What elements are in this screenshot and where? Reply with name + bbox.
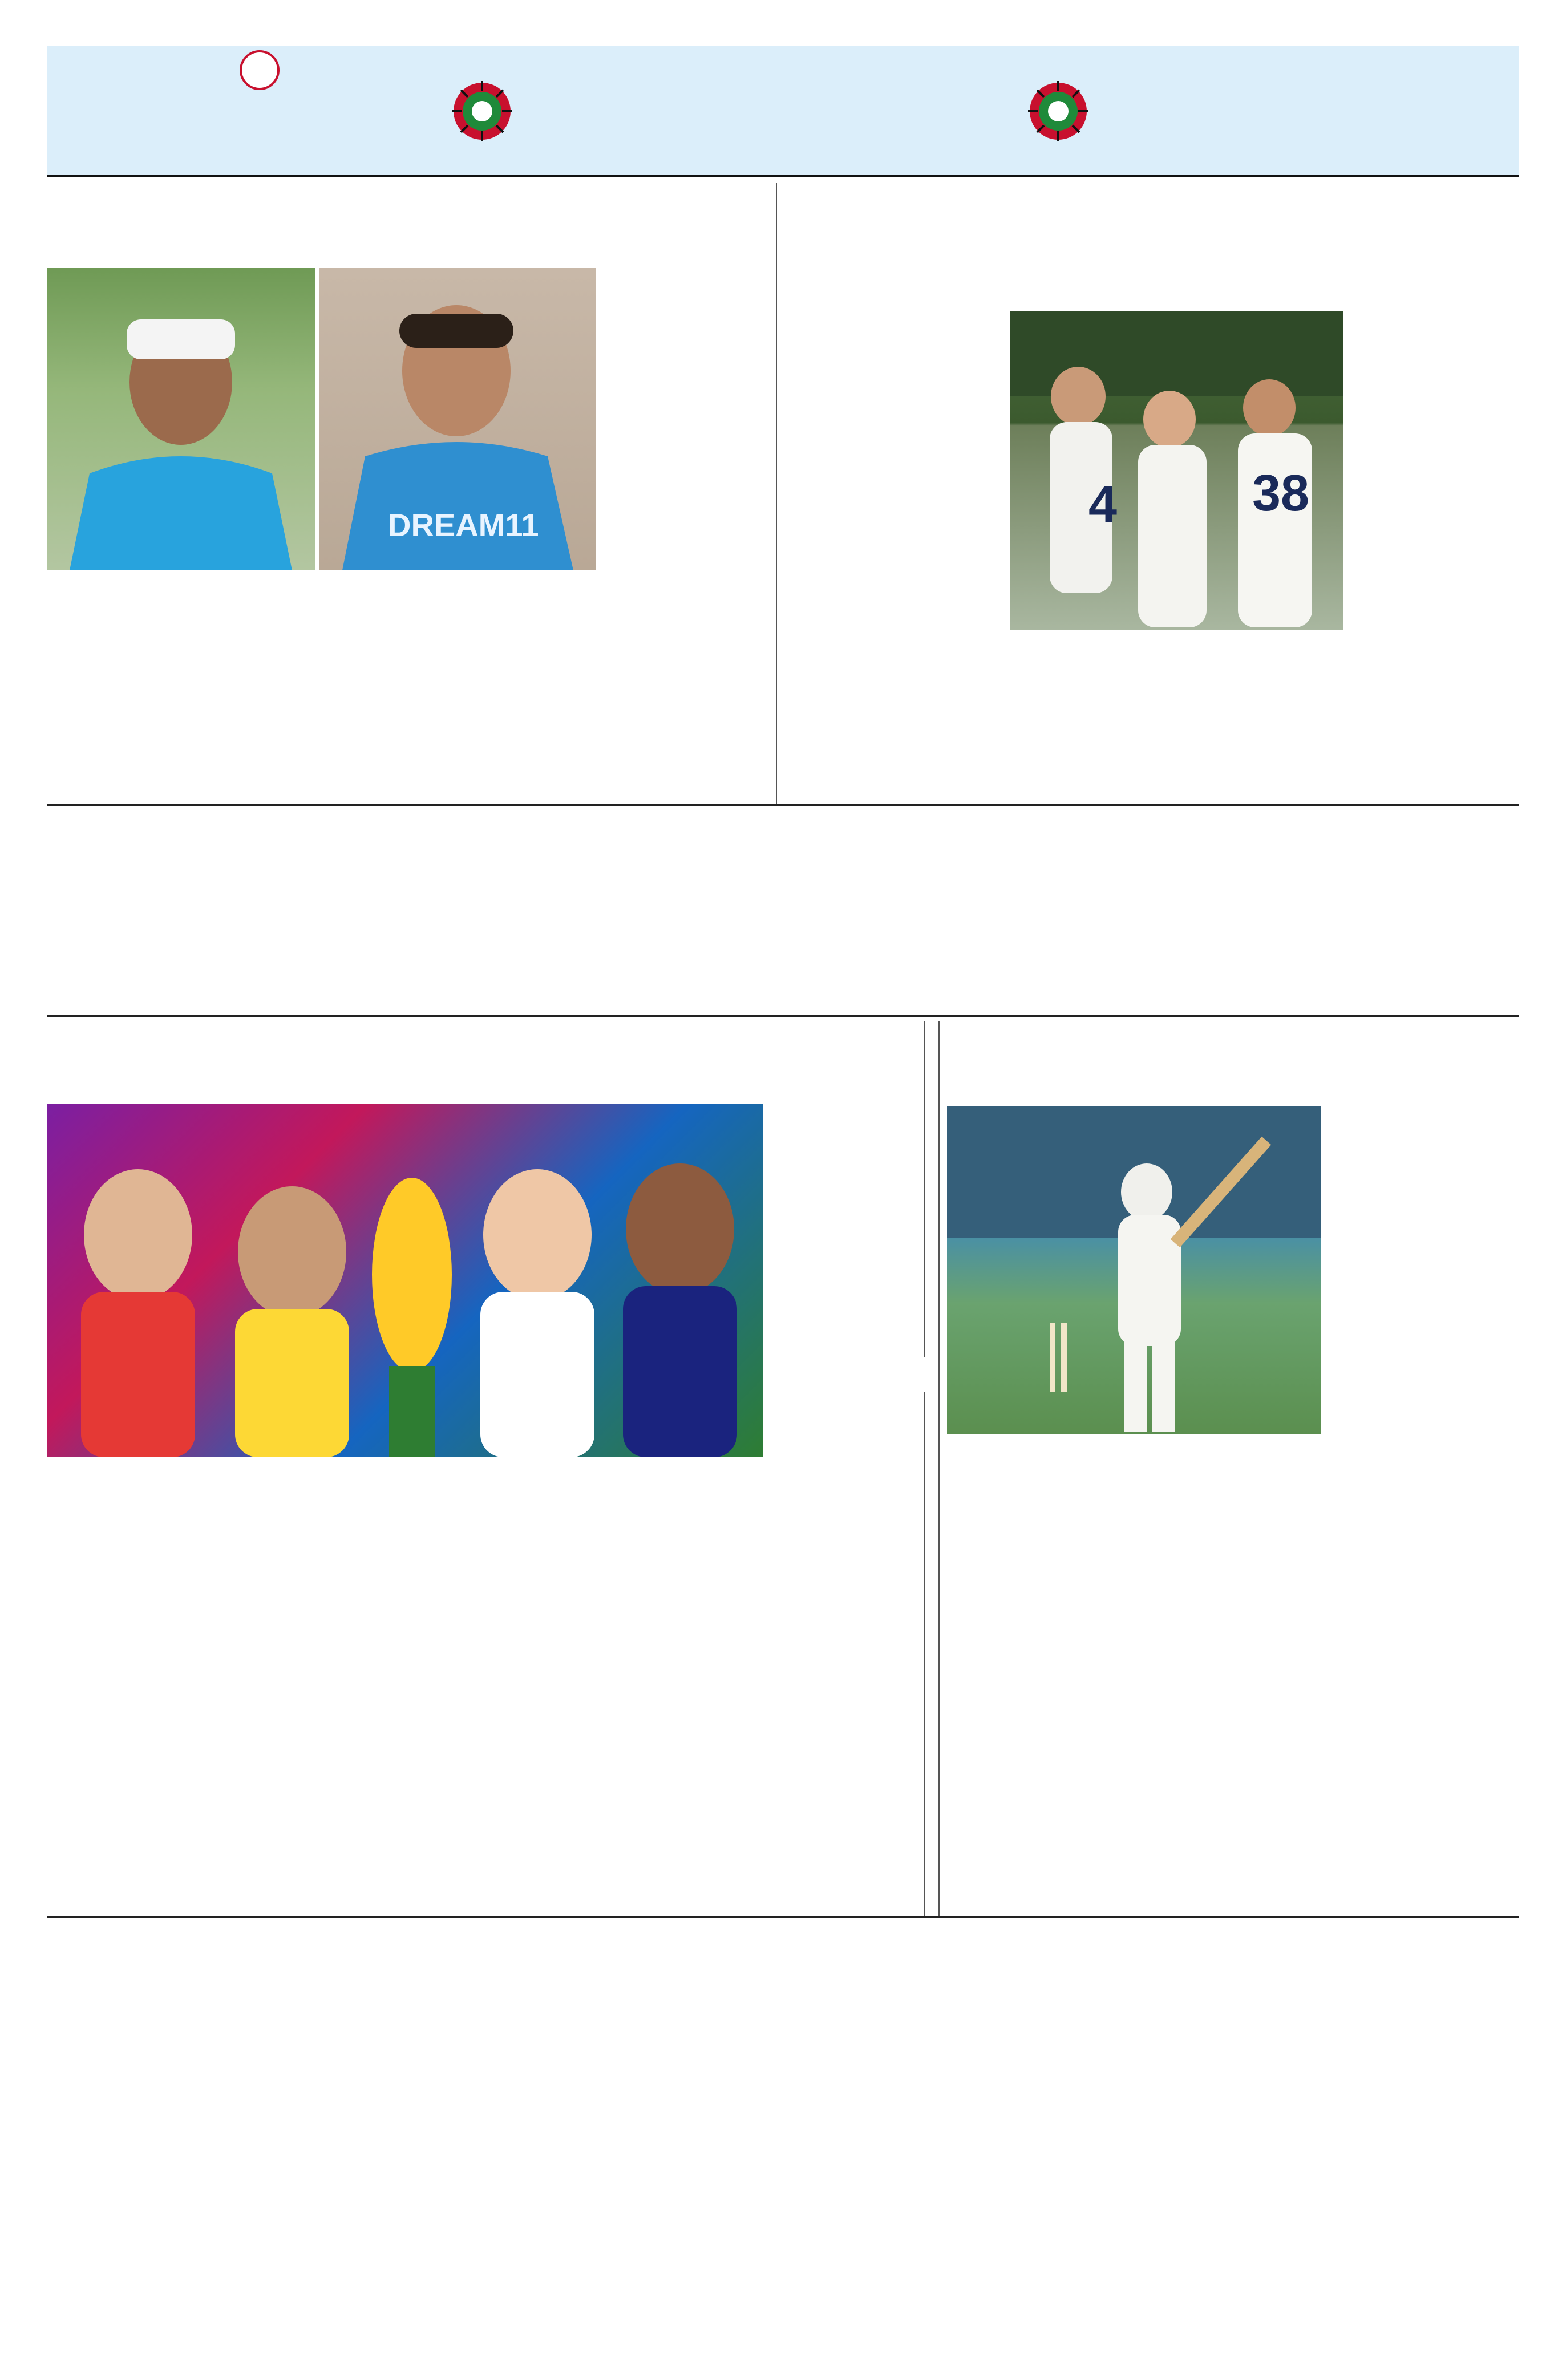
story1-headline <box>787 185 1517 265</box>
story2-photo-uthappa <box>47 268 315 570</box>
story4-col4 <box>47 1463 284 1911</box>
section-rule <box>47 1916 1519 1918</box>
story6-headline <box>947 1024 1517 1098</box>
section-rule <box>47 804 1519 806</box>
story3-col2 <box>787 875 1150 1009</box>
story1-byline <box>1352 308 1512 331</box>
story2-col4 <box>47 576 232 798</box>
story6-col1 <box>1329 1132 1517 1911</box>
story3-col3 <box>416 816 779 1009</box>
sahara-emblem-left <box>451 80 513 143</box>
story3-headline <box>787 809 1517 871</box>
sahara-emblem-right <box>1027 80 1090 143</box>
story6-photo-smith-batting <box>947 1106 1321 1434</box>
story6-byline <box>1329 1106 1517 1129</box>
column-divider <box>776 183 777 804</box>
uthappa-illustration <box>47 268 315 570</box>
svg-text:38: 38 <box>1252 465 1310 522</box>
cricketers-illustration <box>1010 311 1343 630</box>
story1-subhead <box>787 265 1517 299</box>
website <box>576 97 976 129</box>
story3-byline <box>1312 875 1517 898</box>
section-label <box>576 57 976 97</box>
story1-col1 <box>787 311 998 798</box>
story1-photo-australia-celebration <box>1010 311 1343 630</box>
story4-col2 <box>548 1463 762 1911</box>
column-divider <box>938 1021 940 1916</box>
logo-badge <box>240 50 280 90</box>
club-wc-collage <box>47 1104 763 1457</box>
svg-text:4: 4 <box>1088 476 1118 533</box>
column-divider <box>924 1392 925 1916</box>
dateline <box>576 130 976 155</box>
story4-col1 <box>770 1129 918 1911</box>
story4-col3 <box>291 1463 539 1911</box>
page-number <box>57 63 126 131</box>
story4-byline <box>770 1104 918 1126</box>
story2-col3 <box>240 576 431 798</box>
story3-col4 <box>47 816 409 1009</box>
gambhir-illustration <box>319 268 596 570</box>
story4-headline <box>47 1024 920 1098</box>
story2-photo-gambhir <box>319 268 596 570</box>
masthead-date-urdu <box>148 154 388 175</box>
story6-col3 <box>947 1440 1127 1911</box>
story4-photo-club-wc-stars <box>47 1104 763 1457</box>
story1-col3 <box>1352 334 1512 798</box>
story2-col2 <box>439 576 596 798</box>
story3-col1 <box>1158 901 1517 1009</box>
smith-illustration <box>947 1106 1321 1434</box>
paper-name <box>160 107 377 159</box>
story2-byline <box>605 268 767 291</box>
page-title <box>1101 57 1512 165</box>
paper-logo <box>148 50 388 164</box>
story1-col2 <box>1010 636 1343 798</box>
story2-col1 <box>605 294 767 798</box>
column-divider <box>924 1021 925 1357</box>
story2-headline <box>47 185 768 265</box>
svg-text:DREAM11: DREAM11 <box>388 507 539 543</box>
story6-col2 <box>1135 1440 1321 1911</box>
section-rule <box>47 1015 1519 1017</box>
